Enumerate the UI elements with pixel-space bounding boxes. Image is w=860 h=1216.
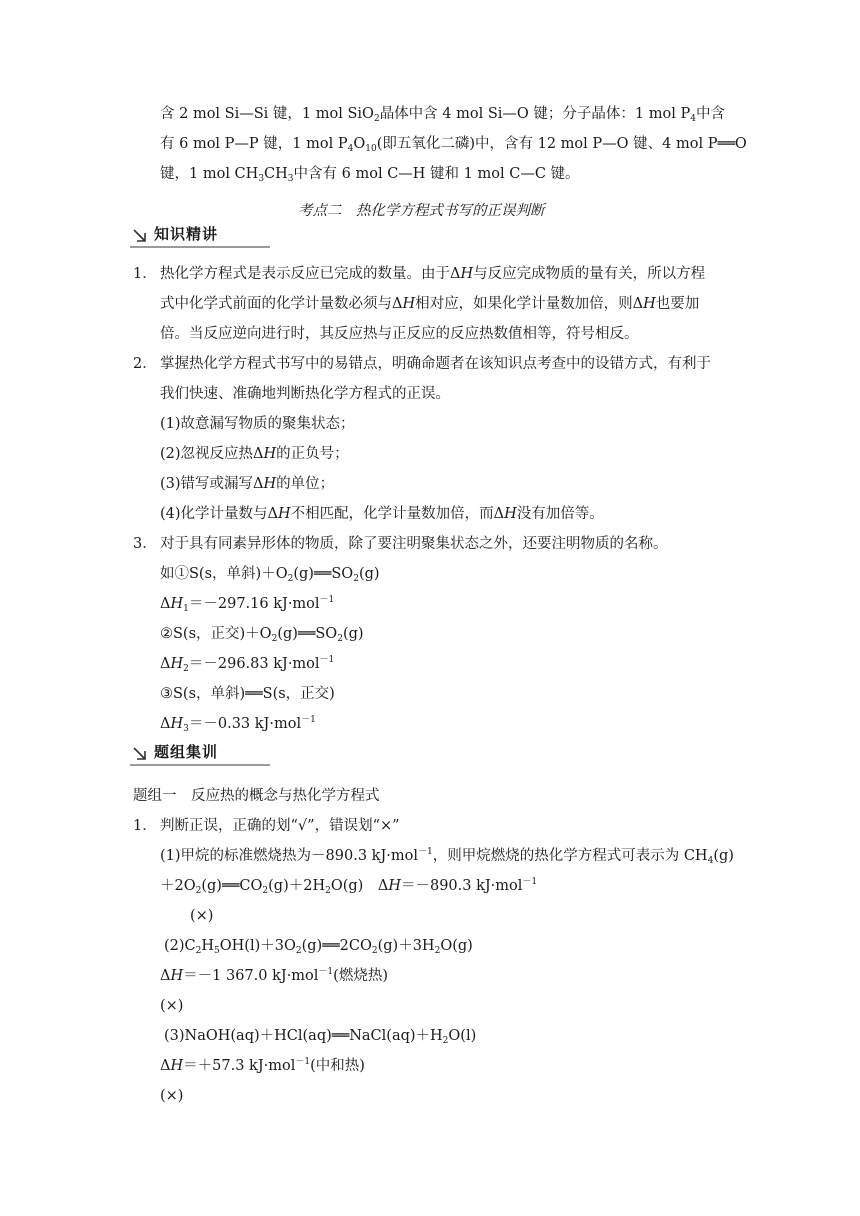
section-header-label: 知识精讲 [154, 225, 219, 243]
k3-dh-2: $\Delta H_2=-296.83$ kJ·mol$^{-1}$ [160, 655, 335, 674]
k2-item-2: (2)忽视反应热ΔH的正负号； [160, 446, 349, 462]
k3-eq-1: 如①S(s，单斜)$+O_2(g)══SO_2(g)$ [160, 566, 380, 584]
k2-line-1: 掌握热化学方程式书写中的易错点，明确命题者在该知识点考查中的设错方式，有利于 [160, 356, 711, 372]
k1-line-1: 热化学方程式是表示反应已完成的数量。由于ΔH与反应完成物质的量有关，所以方程 [160, 266, 706, 282]
k3-dh-3: $\Delta H_3=-0.33$ kJ·mol$^{-1}$ [160, 715, 316, 734]
g1-p3-answer: (×) [160, 1088, 184, 1104]
diagonal-arrow-icon [132, 746, 148, 762]
g1-p2-line-1: $(2)C_2H_5OH(l)+3O_2(g)══2CO_2(g)+3H_2O(g)$ [164, 938, 473, 956]
k2-line-2: 我们快速、准确地判断热化学方程式的正误。 [160, 386, 450, 402]
k2-item-1: (1)故意漏写物质的聚集状态； [160, 416, 355, 432]
k1-line-2: 式中化学式前面的化学计量数必须与ΔH相对应，如果化学计量数加倍，则ΔH也要加 [160, 296, 700, 312]
top-line-2: 有 6 mol P—P 键，1 mol $P_4O_{10}$(即五氧化二磷)中，含有 12 mol P—O 键、4 mol P══O [160, 136, 747, 154]
g1-num: 1． [133, 818, 157, 834]
g1-p3-line-1: $(3)NaOH(aq)+HCl(aq)══NaCl(aq)+H_2O(l)$ [164, 1028, 477, 1046]
k2-item-3: (3)错写或漏写ΔH的单位； [160, 476, 335, 492]
section-header-practice [130, 742, 270, 768]
g1-p1-answer: (×) [190, 908, 214, 924]
g1-p1-line-2: $+2O_2(g)══CO_2(g)+2H_2O(g)$ ΔH＝－890.3 kJ·mol$^{-1}$ [160, 877, 538, 896]
top-line-3: 键，1 mol $CH_3CH_3$中含有 6 mol C—H 键和 1 mol C—C 键。 [160, 166, 580, 184]
k3-line-1: 对于具有同素异形体的物质，除了要注明聚集状态之外，还要注明物质的名称。 [160, 536, 668, 552]
header-underline [130, 246, 270, 248]
k1-line-3: 倍。当反应逆向进行时，其反应热与正反应的反应热数值相等，符号相反。 [160, 326, 639, 342]
k3-eq-3: ③S(s，单斜)══S(s，正交) [160, 686, 335, 702]
k1-num: 1． [133, 266, 157, 282]
g1-p1-line-1: (1)甲烷的标准燃烧热为－890.3 kJ·mol$^{-1}$，则甲烷燃烧的热化学方程式可表示为 $CH_4(g)$ [160, 847, 734, 866]
diagonal-arrow-icon [132, 228, 148, 244]
g1-p3-line-2: ΔH＝＋57.3 kJ·mol$^{-1}$(中和热) [160, 1057, 365, 1074]
section-header-knowledge [130, 224, 270, 250]
section-header-label: 题组集训 [154, 743, 219, 761]
g1-question: 判断正误，正确的划“√”，错误划“×” [160, 818, 400, 834]
k3-dh-1: $\Delta H_1=-297.16$ kJ·mol$^{-1}$ [160, 595, 335, 614]
k2-num: 2． [133, 356, 157, 372]
group-title: 题组一 反应热的概念与热化学方程式 [133, 788, 380, 804]
k2-item-4: (4)化学计量数与ΔH不相匹配，化学计量数加倍，而ΔH没有加倍等。 [160, 506, 604, 522]
k3-num: 3． [133, 536, 157, 552]
header-underline [130, 764, 270, 766]
k3-eq-2: ②S(s，正交)$+O_2(g)══SO_2(g)$ [160, 626, 364, 644]
top-line-1: 含 2 mol Si—Si 键，1 mol SiO$_2$晶体中含 4 mol Si—O 键；分子晶体：1 mol $P_4$中含 [160, 106, 725, 124]
section-title: 考点二 热化学方程式书写的正误判断 [298, 203, 545, 219]
g1-p2-line-2: ΔH＝－1 367.0 kJ·mol$^{-1}$(燃烧热) [160, 967, 388, 984]
g1-p2-answer: (×) [160, 998, 184, 1014]
